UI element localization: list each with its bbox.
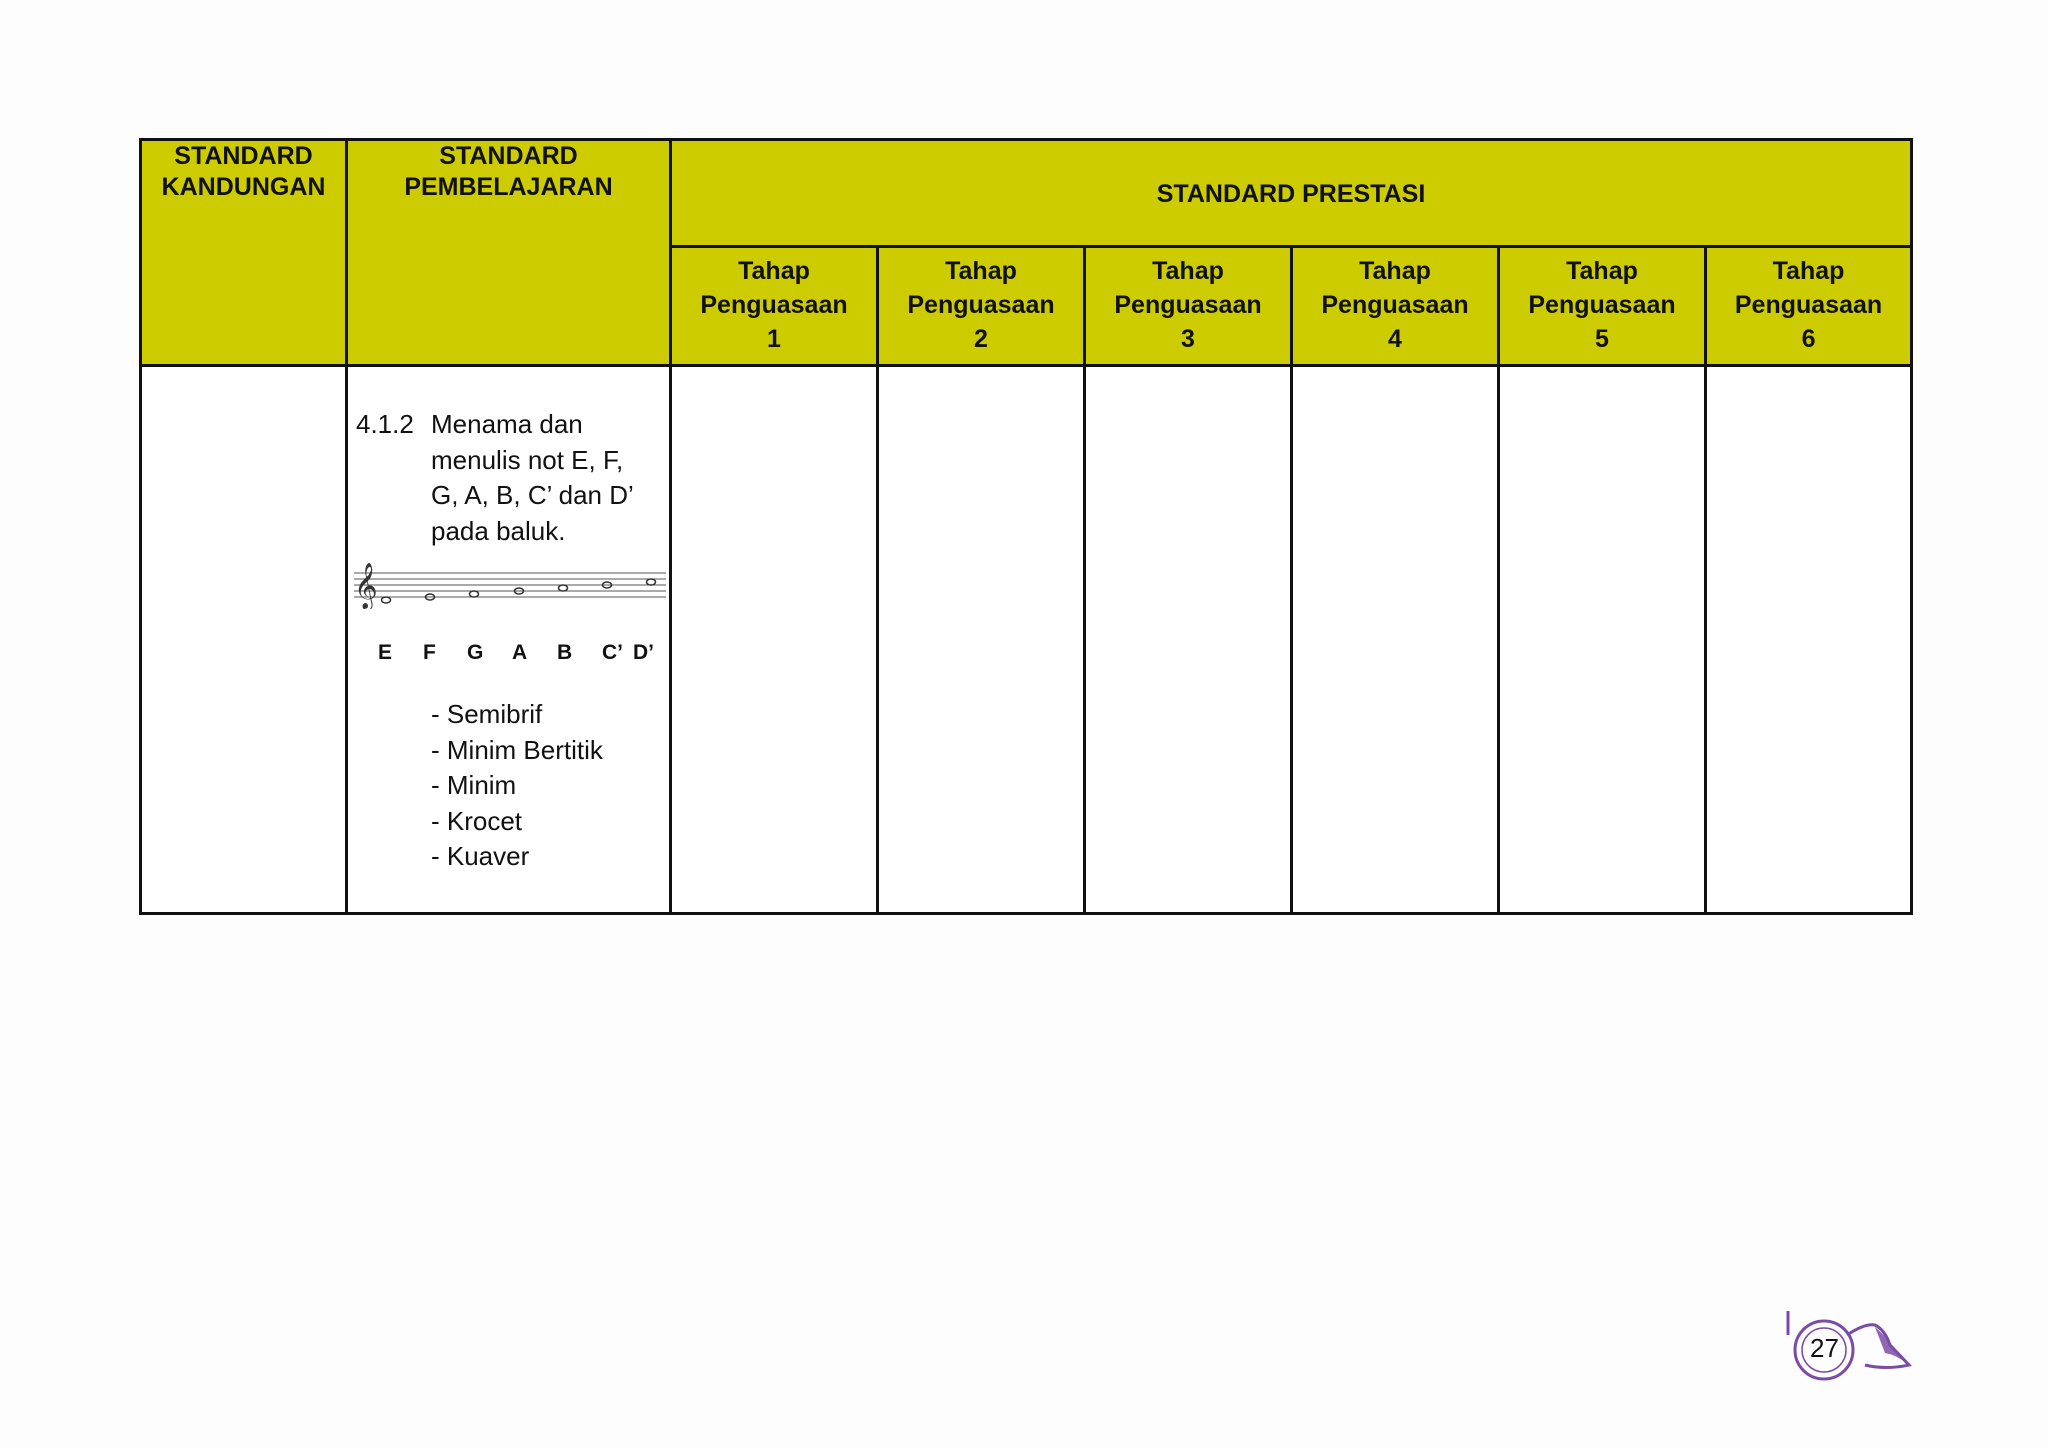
tahap-word: Tahap — [1152, 257, 1224, 285]
tahap-word: Penguasaan — [700, 291, 848, 319]
header-tahap-1 — [671, 247, 878, 366]
tahap-word: Penguasaan — [1114, 291, 1262, 319]
header-standard-prestasi — [671, 140, 1912, 247]
tahap-word: Penguasaan — [1734, 291, 1883, 319]
cell-tahap-1 — [671, 366, 878, 914]
note-letter: C’ — [602, 641, 623, 664]
header-tahap-4 — [1292, 247, 1499, 366]
header-line: PEMBELAJARAN — [404, 173, 613, 201]
cell-tahap-6 — [1706, 366, 1912, 914]
note-letter: F — [423, 641, 436, 664]
header-tahap-2 — [878, 247, 1085, 366]
duration-list — [431, 697, 603, 875]
duration-item: - Minim — [431, 770, 517, 800]
duration-item: - Kuaver — [431, 841, 530, 871]
note-g — [470, 591, 479, 597]
header-standard-kandungan — [141, 140, 347, 366]
tahap-level: 2 — [974, 325, 988, 353]
cell-standard-kandungan — [141, 366, 347, 914]
duration-item: - Krocet — [431, 805, 523, 836]
header-line: STANDARD PRESTASI — [1156, 180, 1426, 208]
item-text-line: Menama dan — [431, 409, 583, 439]
item-text-line: G, A, B, C’ dan D’ — [431, 480, 634, 510]
note-e — [382, 597, 391, 603]
tahap-word: Tahap — [738, 257, 810, 285]
header-tahap-6 — [1706, 247, 1912, 366]
item-text-line: pada baluk. — [431, 515, 566, 546]
note-letter: A — [512, 641, 528, 664]
tahap-level: 6 — [1801, 325, 1816, 353]
tahap-level: 1 — [767, 325, 781, 353]
tahap-word: Tahap — [1772, 257, 1845, 285]
note-letter: G — [467, 641, 484, 664]
header-standard-pembelajaran — [347, 140, 671, 366]
note-d — [647, 579, 656, 585]
note-letter: B — [557, 641, 573, 664]
cell-tahap-3 — [1085, 366, 1292, 914]
item-text-line: menulis not E, F, — [431, 444, 624, 475]
tahap-level: 3 — [1181, 325, 1195, 353]
music-staff — [354, 557, 666, 609]
tahap-level: 4 — [1388, 325, 1402, 353]
duration-item: - Minim Bertitik — [431, 734, 603, 765]
header-tahap-3 — [1085, 247, 1292, 366]
item-number: 4.1.2 — [356, 409, 414, 439]
tahap-word: Penguasaan — [907, 291, 1055, 319]
french-horn-icon — [1785, 1305, 1915, 1385]
note-b — [559, 585, 568, 591]
item-text — [431, 407, 666, 549]
header-line: KANDUNGAN — [161, 173, 326, 201]
cell-tahap-4 — [1292, 366, 1499, 914]
cell-standard-pembelajaran — [347, 366, 671, 914]
standards-table — [139, 138, 1913, 915]
note-letter: E — [378, 641, 393, 664]
header-line: STANDARD — [439, 142, 578, 170]
treble-clef-icon: 𝄞 — [354, 563, 378, 609]
tahap-word: Tahap — [945, 257, 1017, 285]
tahap-word: Penguasaan — [1321, 291, 1469, 319]
page-number: 27 — [1810, 1333, 1839, 1363]
tahap-word: Tahap — [1359, 257, 1431, 285]
tahap-word: Penguasaan — [1528, 291, 1676, 319]
duration-item: - Semibrif — [431, 699, 543, 729]
header-tahap-5 — [1499, 247, 1706, 366]
cell-tahap-2 — [878, 366, 1085, 914]
tahap-word: Tahap — [1566, 257, 1638, 285]
note-letter: D’ — [633, 641, 654, 664]
cell-tahap-5 — [1499, 366, 1706, 914]
header-line: STANDARD — [174, 142, 313, 170]
tahap-level: 5 — [1595, 325, 1609, 353]
